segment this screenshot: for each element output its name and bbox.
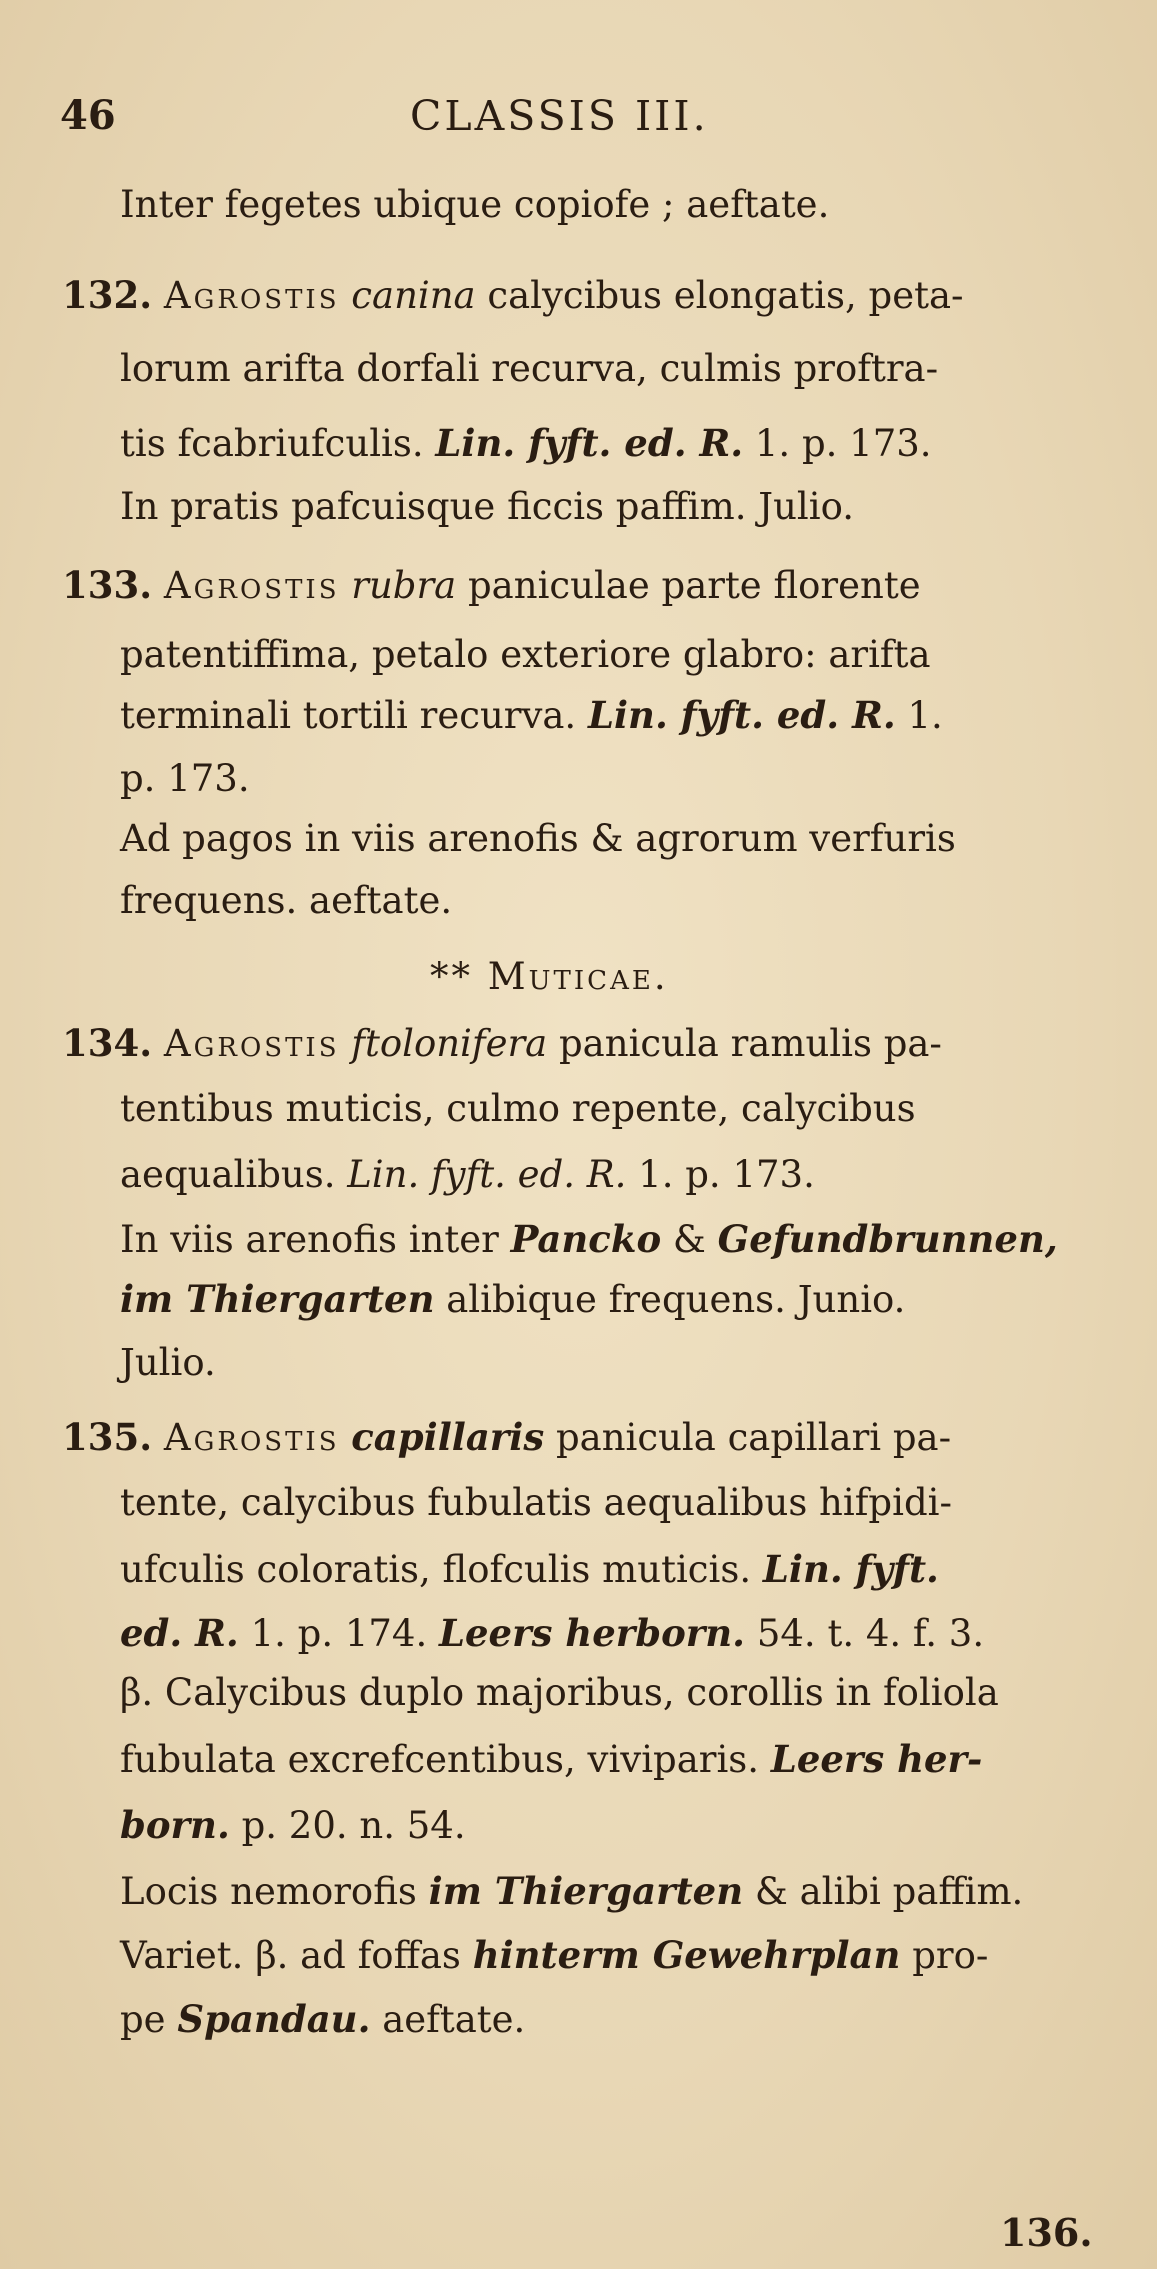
genus-name: Agrostis [163, 1416, 340, 1459]
species-name: ftolonifera [351, 1022, 548, 1065]
reference: Lin. fyft. [762, 1547, 939, 1591]
place-name: im Thiergarten [120, 1277, 435, 1321]
text-line: Variet. β. ad foffas hinterm Gewehrplan pro- [120, 1933, 989, 1977]
place-name: Gefundbrunnen, [717, 1217, 1058, 1261]
text-line: patentiffima, petalo exteriore glabro: arifta [120, 633, 931, 676]
text-line: frequens. aeftate. [120, 879, 453, 922]
text-line: fubulata excrefcentibus, viviparis. Leers her- [120, 1737, 983, 1781]
text-line: im Thiergarten alibique frequens. Junio. [120, 1277, 906, 1321]
genus-name: Agrostis [163, 564, 340, 607]
entry-number: 133. [62, 563, 153, 607]
reference: born. [120, 1803, 230, 1847]
habitat-line: In pratis pafcuisque ficcis paffim. Julio. [120, 485, 854, 528]
reference: Leers her- [770, 1737, 983, 1781]
entry-133-line-1: 133. Agrostis rubra paniculae parte florente [62, 563, 921, 607]
catchword: 136. [1000, 2210, 1093, 2255]
habitat-line: Locis nemorofis im Thiergarten & alibi paffim. [120, 1869, 1024, 1913]
species-name: capillaris [351, 1415, 545, 1459]
species-name: canina [351, 274, 476, 317]
entry-number: 134. [62, 1021, 153, 1065]
reference: Leers herborn. [439, 1611, 746, 1655]
entry-132-line-1: 132. Agrostis canina calycibus elongatis, peta- [62, 273, 964, 317]
habitat-line: In viis arenofis inter Pancko & Gefundbrunnen, [120, 1217, 1058, 1261]
genus-name: Agrostis [163, 274, 340, 317]
genus-name: Agrostis [163, 1022, 340, 1065]
reference: Lin. fyft. ed. R. [587, 693, 896, 737]
text-line: born. p. 20. n. 54. [120, 1803, 466, 1847]
entry-number: 135. [62, 1415, 153, 1459]
entry-number: 132. [62, 273, 153, 317]
page-header [60, 92, 1100, 152]
reference: Lin. fyft. ed. R. [435, 421, 744, 465]
text-line: pe Spandau. aeftate. [120, 1997, 526, 2041]
text-line: ed. R. 1. p. 174. Leers herborn. 54. t. 4. f. 3. [120, 1611, 985, 1655]
place-name: Spandau. [177, 1997, 371, 2041]
page-number: 46 [60, 92, 116, 139]
place-name: Pancko [510, 1217, 662, 1261]
habitat-line: Ad pagos in viis arenofis & agrorum verfuris [120, 817, 956, 860]
place-name: hinterm Gewehrplan [472, 1933, 901, 1977]
text-line: lorum arifta dorfali recurva, culmis proftra- [120, 347, 939, 390]
text-line: Inter fegetes ubique copiofe ; aeftate. [120, 183, 830, 226]
text-line: tente, calycibus fubulatis aequalibus hifpidi- [120, 1481, 952, 1524]
text-line: tis fcabriufculis. Lin. fyft. ed. R. 1. p. 173. [120, 421, 932, 465]
running-head: CLASSIS III. [410, 92, 709, 140]
text-line: p. 173. [120, 757, 250, 800]
entry-134-line-1: 134. Agrostis ftolonifera panicula ramulis pa- [62, 1021, 942, 1065]
reference: ed. R. [120, 1611, 239, 1655]
entry-135-line-1: 135. Agrostis capillaris panicula capillari pa- [62, 1415, 952, 1459]
text-line: tentibus muticis, culmo repente, calycibus [120, 1087, 916, 1130]
reference: Lin. fyft. ed. R. [347, 1153, 627, 1196]
text-line: aequalibus. Lin. fyft. ed. R. 1. p. 173. [120, 1153, 815, 1196]
section-heading: ** Muticae. [430, 955, 669, 998]
variety-line: β. Calycibus duplo majoribus, corollis in foliola [120, 1671, 999, 1714]
text-line: terminali tortili recurva. Lin. fyft. ed. R. 1. [120, 693, 943, 737]
species-name: rubra [351, 564, 457, 607]
place-name: im Thiergarten [428, 1869, 744, 1913]
text-line: Julio. [120, 1341, 216, 1384]
text-line: ufculis coloratis, flofculis muticis. Lin. fyft. [120, 1547, 939, 1591]
